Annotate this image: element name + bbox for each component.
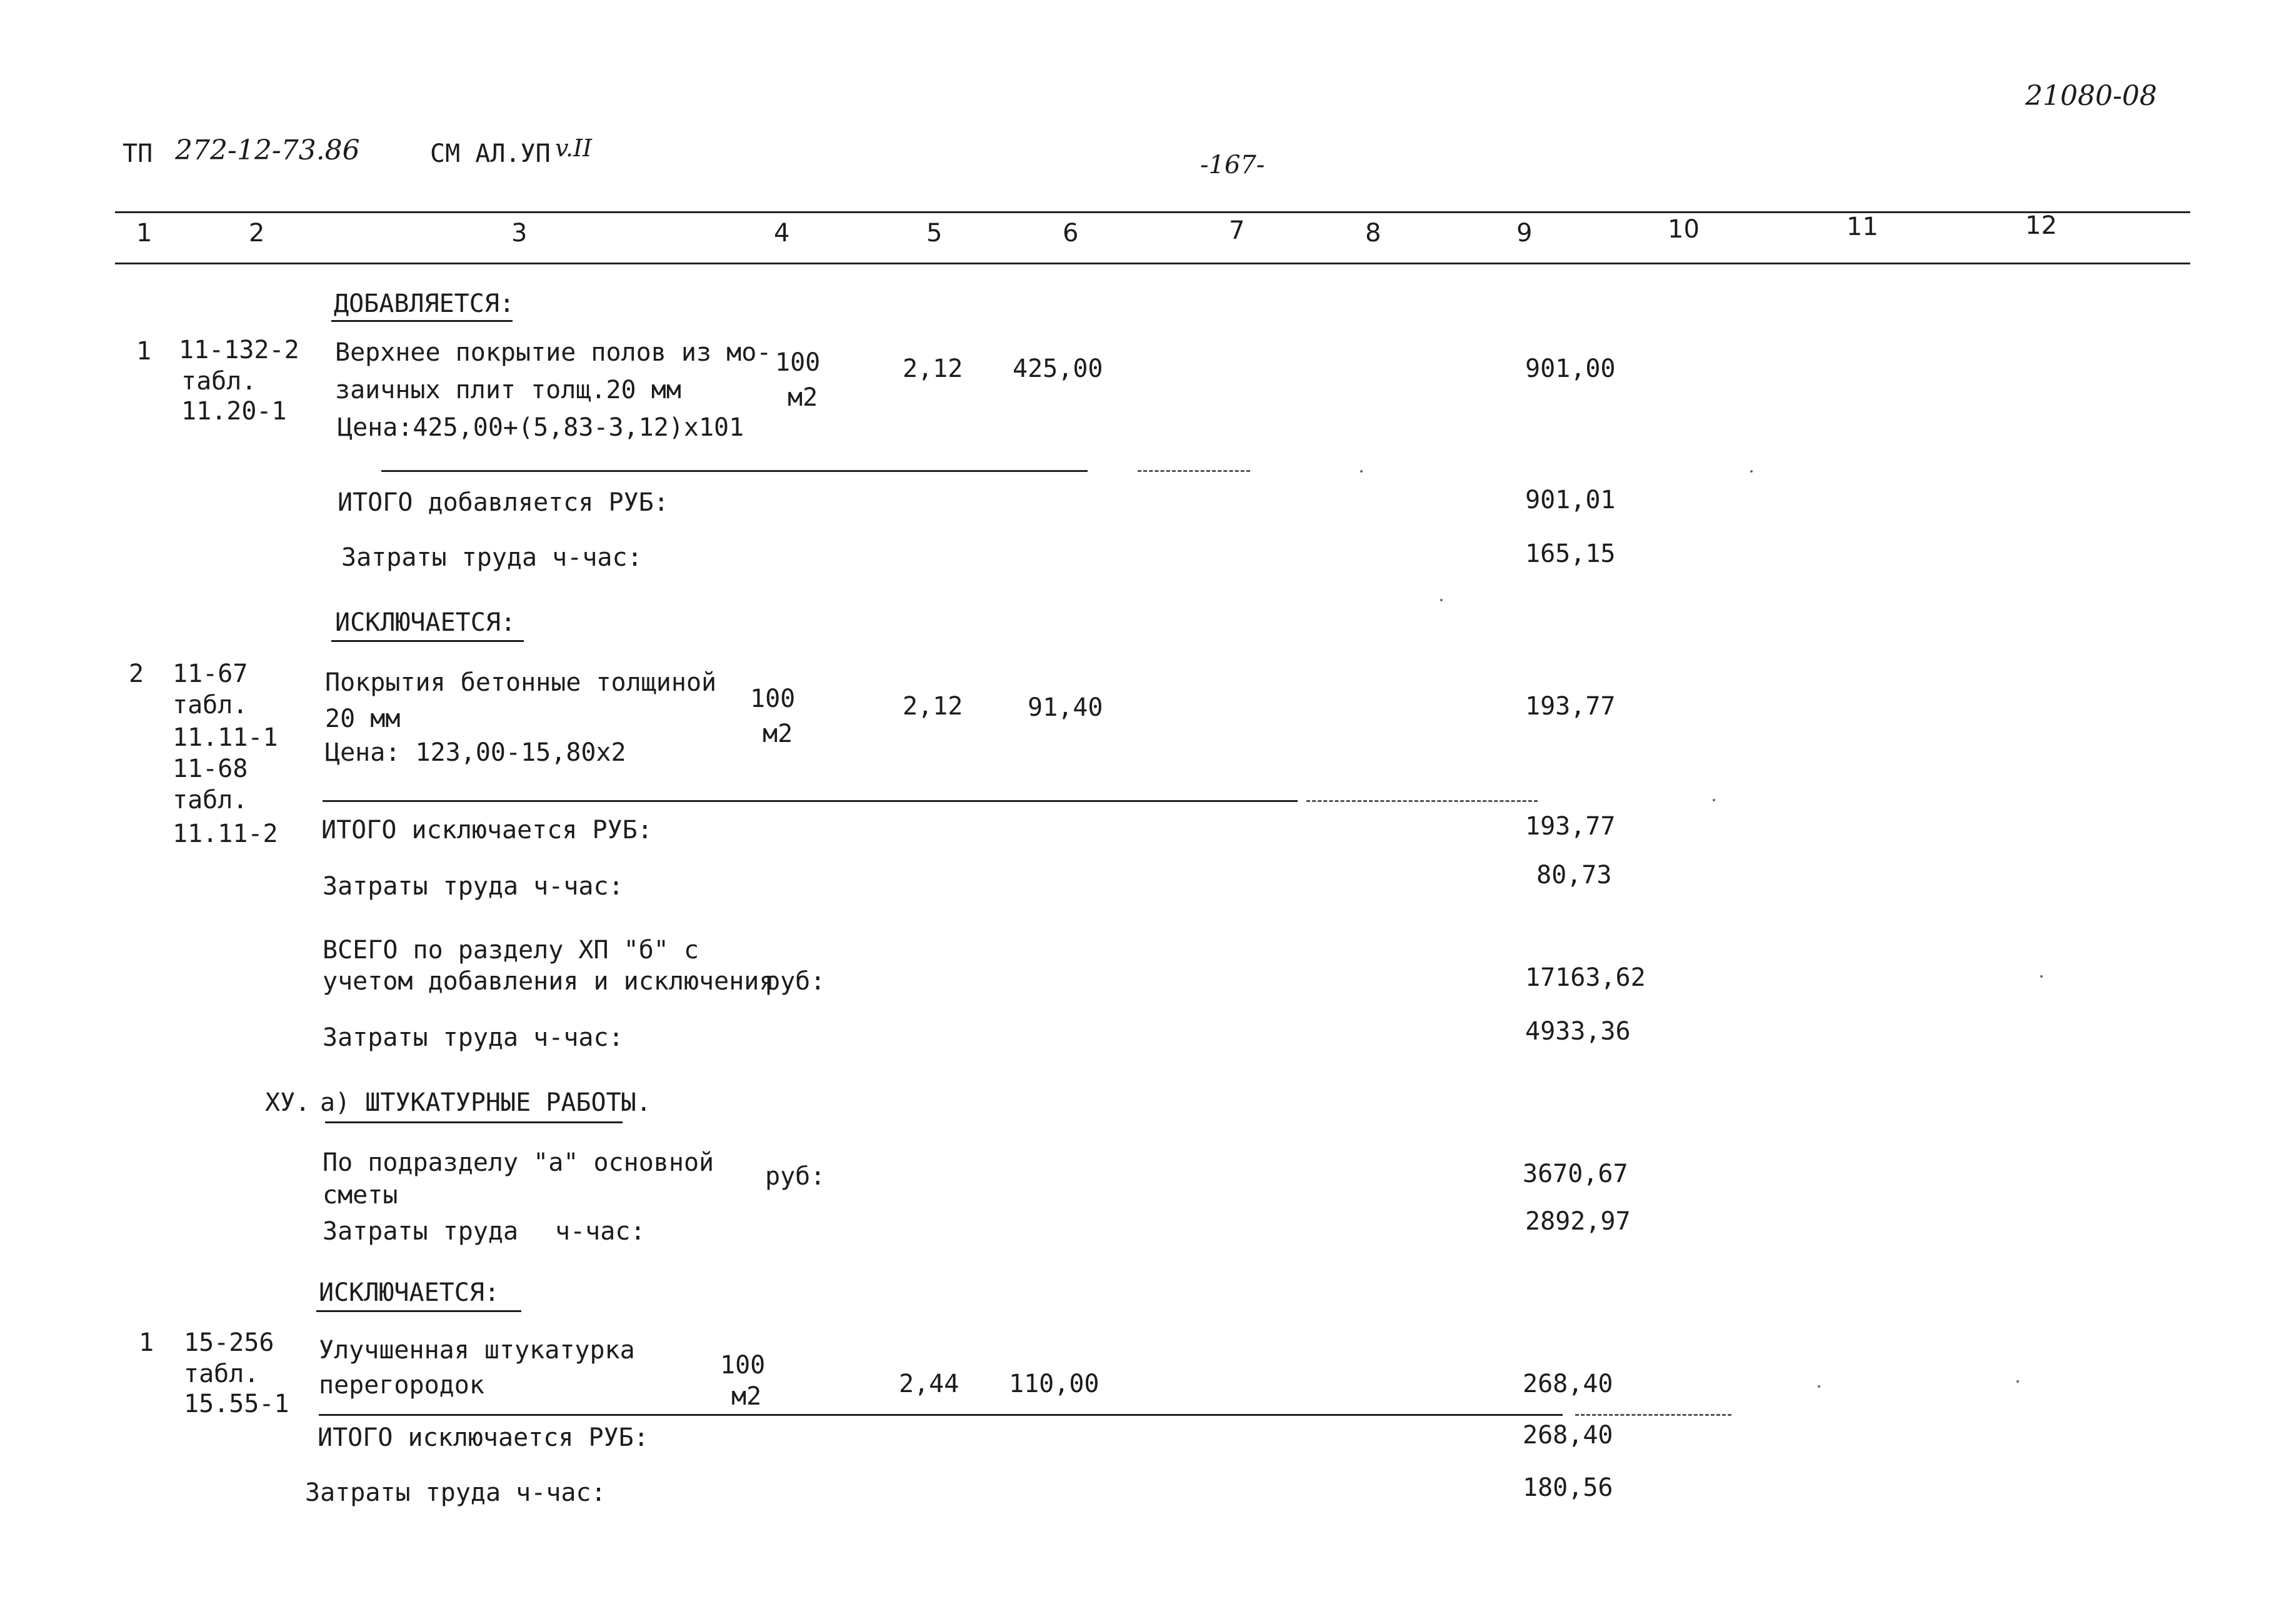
- row-description: Цена: 123,00-15,80х2: [325, 738, 626, 767]
- dot: [1818, 1385, 1820, 1388]
- section-title-excluded: ИСКЛЮЧАЕТСЯ:: [319, 1278, 499, 1307]
- row-code: 11.11-2: [173, 820, 278, 848]
- grand-total-label: ВСЕГО по разделу ХП "б" с: [323, 936, 699, 965]
- section-title-excluded: ИСКЛЮЧАЕТСЯ:: [335, 608, 516, 637]
- row-unit: 100: [720, 1351, 766, 1380]
- row-description: Покрытия бетонные толщиной: [325, 668, 717, 697]
- excluded-total-label: ИТОГО исключается РУБ:: [321, 816, 653, 845]
- row-code: 11.11-1: [173, 723, 278, 752]
- excluded-total-label: ИТОГО исключается РУБ:: [318, 1423, 649, 1452]
- row-unit: м2: [788, 383, 818, 412]
- column-number: 7: [1229, 216, 1245, 245]
- excluded-total-value: 268,40: [1523, 1421, 1613, 1450]
- excluded-labor-label: Затраты труда ч-час:: [323, 872, 624, 901]
- doc-number: 272-12-73.86: [175, 134, 360, 166]
- grand-labor-value: 4933,36: [1525, 1017, 1631, 1046]
- row-code: 11-132-2: [179, 336, 299, 364]
- section-title-plaster: а) ШТУКАТУРНЫЕ РАБОТЫ.: [320, 1088, 651, 1117]
- separator: [323, 800, 1298, 802]
- row-unit: м2: [763, 719, 793, 748]
- section-number: ХУ.: [265, 1088, 311, 1117]
- separator-dash: [1138, 470, 1250, 472]
- row-quantity: 2,12: [903, 692, 963, 721]
- dot: [2040, 975, 2043, 978]
- added-labor-value: 165,15: [1525, 539, 1616, 568]
- separator: [381, 470, 1088, 472]
- subsection-labor-value: 2892,97: [1525, 1207, 1631, 1236]
- grand-total-label: учетом добавления и исключения: [323, 967, 774, 996]
- column-number: 12: [2025, 211, 2057, 240]
- subsection-label: По подразделу "а" основной: [323, 1148, 714, 1177]
- separator: [319, 1414, 1563, 1416]
- album-code: СМ АЛ.УП: [430, 139, 551, 168]
- row-code: 15.55-1: [184, 1390, 289, 1418]
- dot: [1360, 470, 1363, 473]
- row-total: 901,00: [1525, 354, 1616, 383]
- table-header-rule: [115, 263, 2190, 264]
- underline: [316, 1310, 521, 1312]
- table-top-rule: [115, 211, 2190, 213]
- row-total: 268,40: [1523, 1370, 1613, 1398]
- row-number: 1: [139, 1328, 154, 1357]
- row-description: заичных плит толщ.20 мм: [335, 376, 681, 404]
- row-code: 15-256: [184, 1328, 274, 1357]
- grand-total-value: 17163,62: [1525, 963, 1646, 992]
- underline: [331, 320, 513, 322]
- section-title-added: ДОБАВЛЯЕТСЯ:: [334, 289, 514, 318]
- row-number: 2: [129, 659, 144, 688]
- added-total-label: ИТОГО добавляется РУБ:: [338, 488, 669, 517]
- subsection-label: сметы: [323, 1181, 398, 1210]
- row-description: Цена:425,00+(5,83-3,12)х101: [338, 413, 744, 442]
- grand-labor-label: Затраты труда ч-час:: [323, 1023, 624, 1052]
- excluded-total-value: 193,77: [1525, 812, 1616, 841]
- row-total: 193,77: [1525, 692, 1616, 721]
- album-mark: v.II: [555, 134, 593, 162]
- column-number: 1: [136, 219, 153, 248]
- separator-dash: [1306, 800, 1538, 802]
- row-number: 1: [136, 337, 152, 366]
- row-description: 20 мм: [325, 704, 401, 733]
- dot: [1713, 799, 1715, 801]
- dot: [1440, 599, 1443, 601]
- column-number: 4: [774, 219, 790, 248]
- excluded-labor-label: Затраты труда ч-час:: [305, 1478, 606, 1507]
- row-price: 110,00: [1009, 1370, 1099, 1398]
- row-unit: м2: [731, 1382, 762, 1411]
- excluded-labor-value: 180,56: [1523, 1473, 1613, 1502]
- dot: [2016, 1380, 2019, 1383]
- row-price: 91,40: [1028, 693, 1103, 722]
- row-unit: 100: [750, 684, 796, 713]
- added-labor-label: Затраты труда ч-час:: [341, 543, 643, 572]
- grand-total-unit: руб:: [765, 967, 826, 996]
- row-code: 11-67: [173, 659, 248, 688]
- row-code: табл.: [184, 1360, 259, 1388]
- column-number: 3: [511, 219, 528, 248]
- column-number: 6: [1063, 219, 1079, 248]
- subsection-value: 3670,67: [1523, 1160, 1628, 1188]
- row-description: перегородок: [319, 1371, 484, 1400]
- row-code: табл.: [173, 786, 248, 815]
- row-price: 425,00: [1013, 354, 1103, 383]
- underline: [325, 1121, 623, 1123]
- row-code: 11.20-1: [181, 397, 287, 426]
- doc-code: ТП: [123, 139, 153, 168]
- underline: [331, 640, 524, 642]
- column-number: 5: [926, 219, 943, 248]
- archive-number: 21080-08: [2025, 80, 2157, 112]
- column-number: 11: [1846, 213, 1878, 241]
- column-number: 9: [1516, 219, 1533, 248]
- row-description: Улучшенная штукатурка: [319, 1336, 635, 1365]
- column-number: 2: [249, 219, 265, 248]
- dot: [1750, 470, 1753, 473]
- column-number: 10: [1668, 215, 1700, 244]
- page-number: -167-: [1200, 151, 1265, 179]
- subsection-unit: руб:: [765, 1162, 826, 1191]
- row-unit: 100: [775, 348, 821, 377]
- row-code: 11-68: [173, 754, 248, 783]
- row-code: табл.: [181, 367, 257, 396]
- subsection-labor-unit: ч-час:: [555, 1217, 646, 1246]
- row-quantity: 2,44: [899, 1370, 959, 1398]
- excluded-labor-value: 80,73: [1536, 861, 1612, 890]
- row-description: Верхнее покрытие полов из мо-: [335, 338, 772, 367]
- column-number: 8: [1365, 219, 1381, 248]
- subsection-labor-label: Затраты труда: [323, 1217, 519, 1246]
- row-code: табл.: [173, 691, 248, 719]
- separator-dash: [1575, 1414, 1731, 1416]
- added-total-value: 901,01: [1525, 486, 1616, 514]
- row-quantity: 2,12: [903, 354, 963, 383]
